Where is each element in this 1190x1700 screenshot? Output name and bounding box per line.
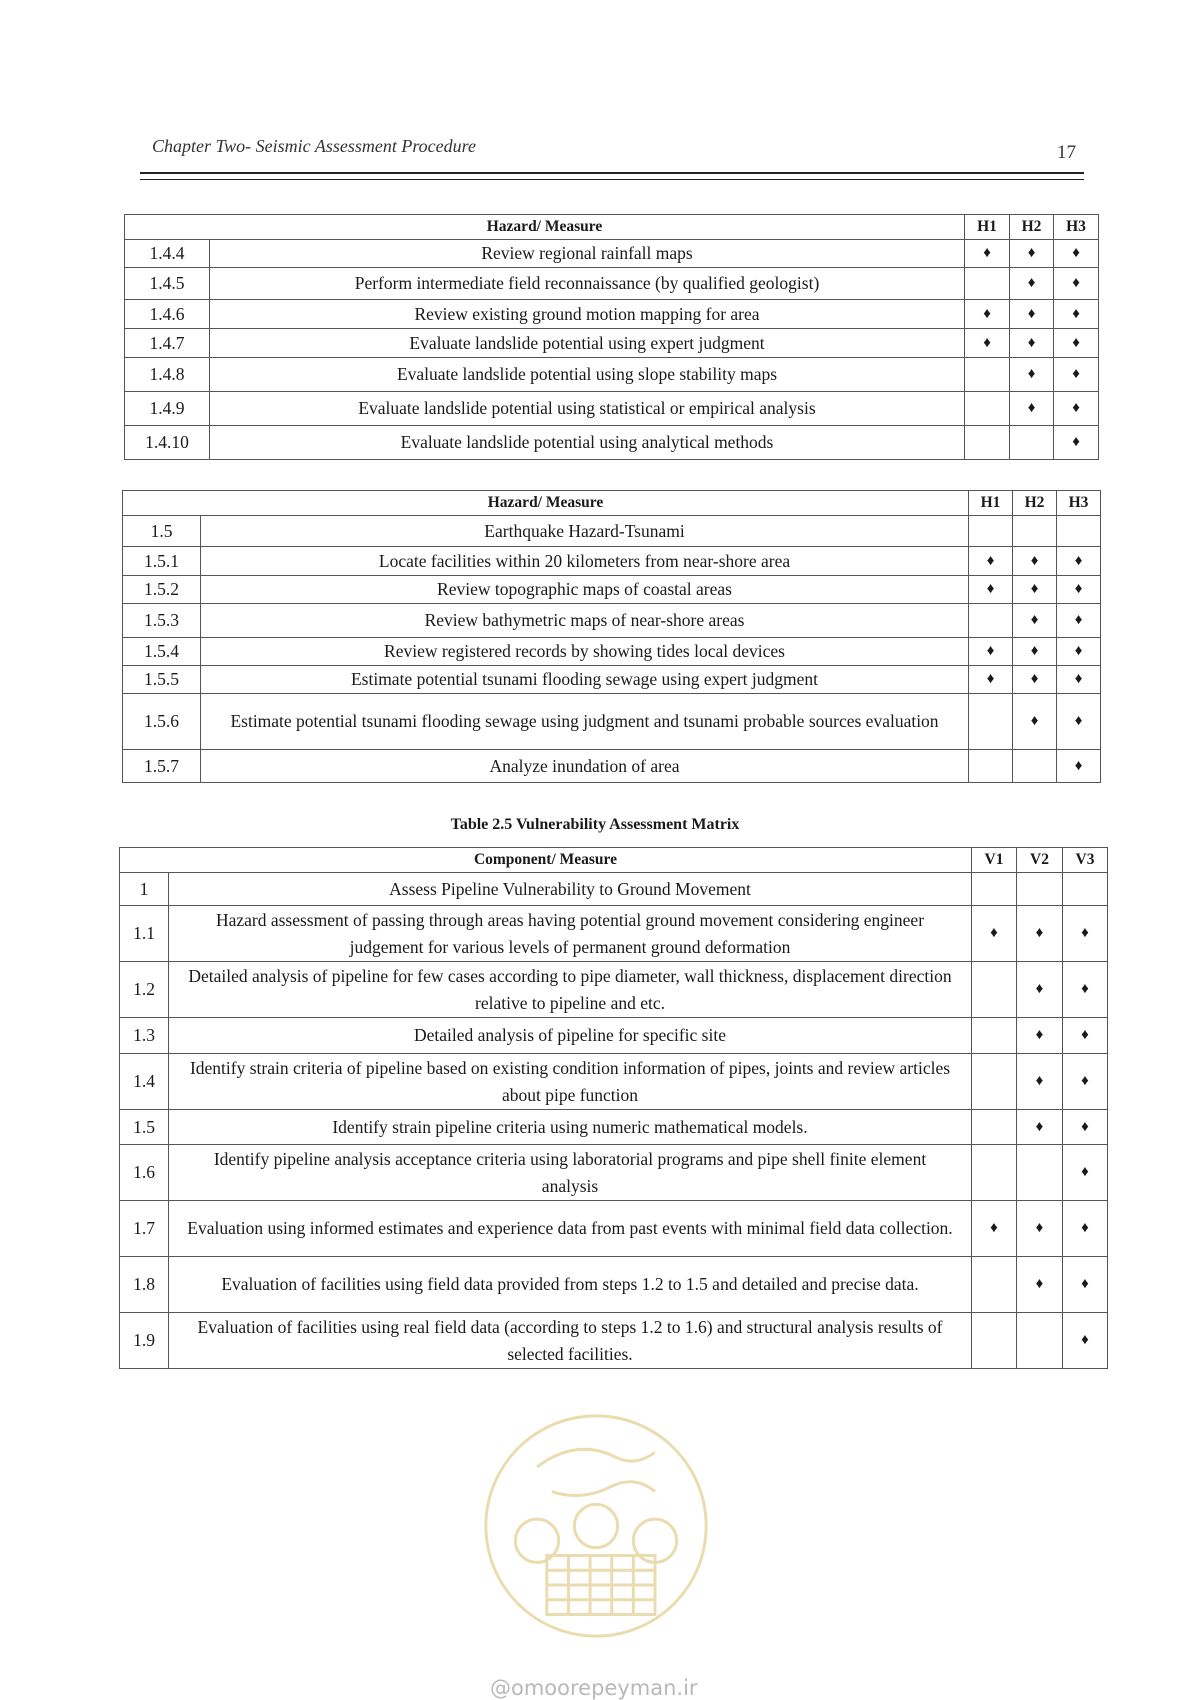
row-number: 1.3	[120, 1018, 169, 1054]
level-marker-1	[965, 392, 1010, 426]
level-marker-3: ♦	[1063, 1054, 1108, 1110]
level-marker-1	[972, 1313, 1017, 1369]
level-marker-1: ♦	[972, 906, 1017, 962]
level-marker-2: ♦	[1017, 906, 1063, 962]
page-number: 17	[1057, 142, 1076, 163]
table-row	[125, 268, 1099, 300]
table-row	[120, 1201, 1108, 1257]
vulnerability-table	[119, 847, 1108, 1369]
level-marker-2: ♦	[1013, 576, 1057, 604]
table-row	[120, 1257, 1108, 1313]
level-marker-1: ♦	[965, 240, 1010, 268]
level-marker-3	[1063, 873, 1108, 906]
row-measure: Identify strain pipeline criteria using numeric mathematical models.	[169, 1110, 972, 1145]
level-marker-3: ♦	[1054, 329, 1099, 358]
table-row	[125, 329, 1099, 358]
table-header-row	[120, 848, 1108, 873]
level-marker-3: ♦	[1054, 300, 1099, 329]
level-marker-3: ♦	[1063, 1018, 1108, 1054]
row-measure: Evaluation of facilities using real field data (according to steps 1.2 to 1.6) and structural analysis results of selected facilities.	[169, 1313, 972, 1369]
header-h3: H3	[1057, 491, 1101, 516]
level-marker-2	[1017, 873, 1063, 906]
level-marker-1	[969, 604, 1013, 638]
table-row	[123, 638, 1101, 666]
row-number: 1.8	[120, 1257, 169, 1313]
level-marker-3	[1057, 516, 1101, 547]
row-number: 1.9	[120, 1313, 169, 1369]
table-row	[120, 906, 1108, 962]
row-measure: Assess Pipeline Vulnerability to Ground Movement	[169, 873, 972, 906]
row-number: 1.6	[120, 1145, 169, 1201]
level-marker-3: ♦	[1057, 576, 1101, 604]
page-header	[150, 134, 1080, 164]
level-marker-2: ♦	[1013, 547, 1057, 576]
level-marker-2: ♦	[1017, 1054, 1063, 1110]
table-row	[120, 1054, 1108, 1110]
row-measure: Evaluation using informed estimates and experience data from past events with minimal field data collection.	[169, 1201, 972, 1257]
table-row	[123, 750, 1101, 783]
level-marker-2: ♦	[1013, 666, 1057, 694]
level-marker-1	[965, 358, 1010, 392]
table-row	[123, 576, 1101, 604]
level-marker-2: ♦	[1010, 268, 1054, 300]
row-number: 1.4.4	[125, 240, 210, 268]
level-marker-3: ♦	[1063, 1145, 1108, 1201]
row-number: 1.2	[120, 962, 169, 1018]
table-row	[120, 873, 1108, 906]
row-number: 1.5.4	[123, 638, 201, 666]
table-row	[120, 1313, 1108, 1369]
header-h1: H1	[965, 215, 1010, 240]
header-h3: H3	[1054, 215, 1099, 240]
header-h2: H2	[1013, 491, 1057, 516]
row-number: 1.1	[120, 906, 169, 962]
row-number: 1.4	[120, 1054, 169, 1110]
level-marker-1	[972, 1054, 1017, 1110]
table-caption: Table 2.5 Vulnerability Assessment Matrix	[450, 816, 740, 833]
level-marker-1	[972, 1018, 1017, 1054]
table-row	[125, 392, 1099, 426]
level-marker-1	[965, 268, 1010, 300]
row-measure: Evaluate landslide potential using analytical methods	[210, 426, 965, 460]
level-marker-3: ♦	[1054, 392, 1099, 426]
row-measure: Detailed analysis of pipeline for specific site	[169, 1018, 972, 1054]
table-row	[125, 300, 1099, 329]
level-marker-2	[1013, 750, 1057, 783]
row-measure: Perform intermediate field reconnaissance (by qualified geologist)	[210, 268, 965, 300]
level-marker-1	[969, 750, 1013, 783]
level-marker-2: ♦	[1017, 962, 1063, 1018]
level-marker-3: ♦	[1057, 750, 1101, 783]
level-marker-2: ♦	[1017, 1257, 1063, 1313]
row-number: 1.5.3	[123, 604, 201, 638]
level-marker-1: ♦	[969, 666, 1013, 694]
level-marker-1: ♦	[965, 329, 1010, 358]
header-measure: Component/ Measure	[120, 848, 972, 873]
hazard-table-tsunami	[122, 490, 1101, 783]
level-marker-2: ♦	[1013, 604, 1057, 638]
row-measure: Analyze inundation of area	[201, 750, 969, 783]
level-marker-1	[965, 426, 1010, 460]
row-measure: Identify pipeline analysis acceptance criteria using laboratorial programs and pipe shell finite element analysis	[169, 1145, 972, 1201]
level-marker-3: ♦	[1063, 1313, 1108, 1369]
table-header-row	[123, 491, 1101, 516]
level-marker-2: ♦	[1010, 240, 1054, 268]
table-row	[125, 358, 1099, 392]
level-marker-2	[1017, 1313, 1063, 1369]
watermark-text: @omoorepeyman.ir	[490, 1676, 698, 1700]
level-marker-3: ♦	[1057, 666, 1101, 694]
header-rule-thick	[140, 172, 1084, 174]
level-marker-3: ♦	[1057, 694, 1101, 750]
row-number: 1.5.5	[123, 666, 201, 694]
table-row	[123, 547, 1101, 576]
row-number: 1	[120, 873, 169, 906]
level-marker-2	[1017, 1145, 1063, 1201]
header-measure: Hazard/ Measure	[125, 215, 965, 240]
level-marker-1	[969, 694, 1013, 750]
level-marker-3: ♦	[1054, 240, 1099, 268]
level-marker-3: ♦	[1054, 426, 1099, 460]
level-marker-1	[972, 1110, 1017, 1145]
row-measure: Review topographic maps of coastal areas	[201, 576, 969, 604]
row-number: 1.4.6	[125, 300, 210, 329]
row-number: 1.5	[123, 516, 201, 547]
row-number: 1.5.1	[123, 547, 201, 576]
row-measure: Review registered records by showing tides local devices	[201, 638, 969, 666]
level-marker-3: ♦	[1063, 1201, 1108, 1257]
row-measure: Locate facilities within 20 kilometers from near-shore area	[201, 547, 969, 576]
header-h2: H2	[1010, 215, 1054, 240]
level-marker-1	[972, 962, 1017, 1018]
table-row	[120, 1110, 1108, 1145]
row-number: 1.4.10	[125, 426, 210, 460]
row-number: 1.5.7	[123, 750, 201, 783]
row-measure: Earthquake Hazard-Tsunami	[201, 516, 969, 547]
level-marker-2	[1013, 516, 1057, 547]
row-measure: Review regional rainfall maps	[210, 240, 965, 268]
level-marker-1	[972, 873, 1017, 906]
row-number: 1.7	[120, 1201, 169, 1257]
level-marker-2: ♦	[1017, 1110, 1063, 1145]
row-measure: Review existing ground motion mapping for area	[210, 300, 965, 329]
level-marker-1: ♦	[965, 300, 1010, 329]
level-marker-2: ♦	[1017, 1201, 1063, 1257]
level-marker-3: ♦	[1057, 638, 1101, 666]
row-measure: Identify strain criteria of pipeline based on existing condition information of pipes, joints and review articles about pipe function	[169, 1054, 972, 1110]
level-marker-3: ♦	[1057, 604, 1101, 638]
header-v1: V1	[972, 848, 1017, 873]
header-v2: V2	[1017, 848, 1063, 873]
row-measure: Evaluation of facilities using field data provided from steps 1.2 to 1.5 and detailed and precise data.	[169, 1257, 972, 1313]
table-row	[123, 694, 1101, 750]
row-number: 1.5.2	[123, 576, 201, 604]
header-rule-thin	[140, 179, 1084, 180]
table-row	[123, 516, 1101, 547]
level-marker-1: ♦	[972, 1201, 1017, 1257]
chapter-title: Chapter Two- Seismic Assessment Procedure	[152, 136, 476, 156]
level-marker-1	[972, 1257, 1017, 1313]
level-marker-3: ♦	[1054, 268, 1099, 300]
row-measure: Detailed analysis of pipeline for few cases according to pipe diameter, wall thickness, displacement direction relative to pipeline and etc.	[169, 962, 972, 1018]
table-header-row	[125, 215, 1099, 240]
level-marker-3: ♦	[1063, 906, 1108, 962]
level-marker-3: ♦	[1057, 547, 1101, 576]
level-marker-2: ♦	[1017, 1018, 1063, 1054]
level-marker-1: ♦	[969, 638, 1013, 666]
level-marker-2: ♦	[1013, 694, 1057, 750]
row-measure: Evaluate landslide potential using slope stability maps	[210, 358, 965, 392]
table-row	[125, 240, 1099, 268]
level-marker-2: ♦	[1010, 329, 1054, 358]
row-number: 1.4.7	[125, 329, 210, 358]
row-number: 1.4.8	[125, 358, 210, 392]
level-marker-2: ♦	[1010, 358, 1054, 392]
row-measure: Estimate potential tsunami flooding sewage using judgment and tsunami probable sources evaluation	[201, 694, 969, 750]
row-number: 1.4.5	[125, 268, 210, 300]
table-row	[120, 962, 1108, 1018]
row-number: 1.4.9	[125, 392, 210, 426]
level-marker-1	[972, 1145, 1017, 1201]
level-marker-1: ♦	[969, 576, 1013, 604]
level-marker-2: ♦	[1010, 300, 1054, 329]
level-marker-2: ♦	[1013, 638, 1057, 666]
level-marker-2: ♦	[1010, 392, 1054, 426]
row-measure: Evaluate landslide potential using expert judgment	[210, 329, 965, 358]
level-marker-1: ♦	[969, 547, 1013, 576]
header-measure: Hazard/ Measure	[123, 491, 969, 516]
level-marker-1	[969, 516, 1013, 547]
row-number: 1.5	[120, 1110, 169, 1145]
level-marker-3: ♦	[1063, 962, 1108, 1018]
table-row	[123, 666, 1101, 694]
row-number: 1.5.6	[123, 694, 201, 750]
hazard-table-landslide	[124, 214, 1099, 460]
header-v3: V3	[1063, 848, 1108, 873]
table-row	[120, 1018, 1108, 1054]
level-marker-3: ♦	[1063, 1110, 1108, 1145]
row-measure: Evaluate landslide potential using statistical or empirical analysis	[210, 392, 965, 426]
row-measure: Hazard assessment of passing through areas having potential ground movement considering engineer judgement for various levels of permanent ground deformation	[169, 906, 972, 962]
level-marker-2	[1010, 426, 1054, 460]
table-row	[123, 604, 1101, 638]
table-row	[125, 426, 1099, 460]
level-marker-3: ♦	[1063, 1257, 1108, 1313]
table-row	[120, 1145, 1108, 1201]
row-measure: Review bathymetric maps of near-shore areas	[201, 604, 969, 638]
level-marker-3: ♦	[1054, 358, 1099, 392]
row-measure: Estimate potential tsunami flooding sewage using expert judgment	[201, 666, 969, 694]
watermark-seal-logo	[478, 1408, 714, 1644]
header-h1: H1	[969, 491, 1013, 516]
